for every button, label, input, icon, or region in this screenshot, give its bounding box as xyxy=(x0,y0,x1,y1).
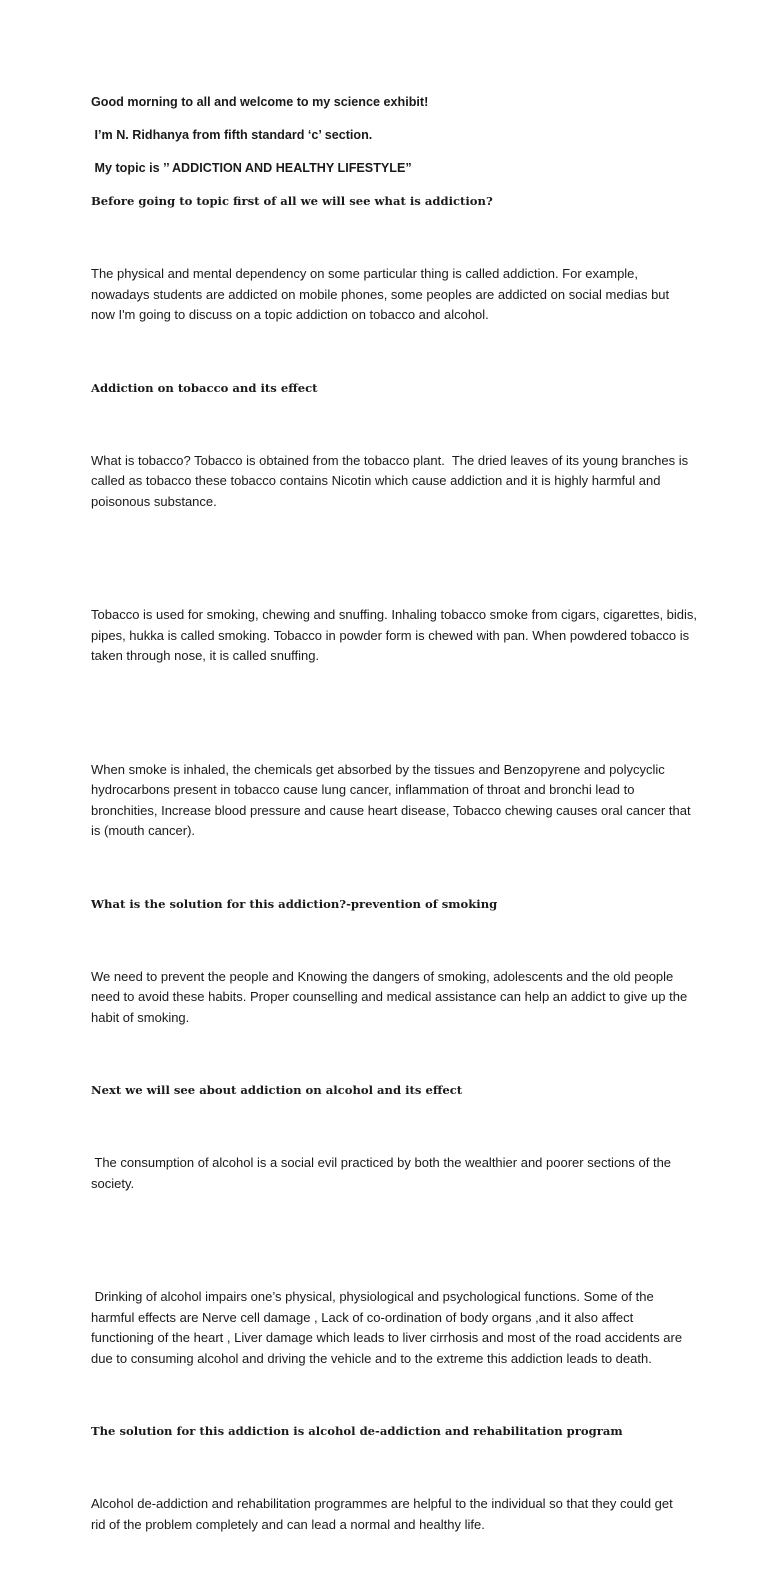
text-line: taken through nose, it is called snuffing. xyxy=(91,648,320,663)
text-line: society. xyxy=(91,1175,135,1191)
text-line: rid of the problem completely and can lead a normal and healthy life. xyxy=(91,1516,485,1532)
text-line: is (mouth cancer). xyxy=(91,823,196,838)
text-line: When smoke is inhaled, the chemicals get absorbed by the tissues and Benzopyrene and polycyclic xyxy=(91,761,665,777)
text-line: nowadays students are addicted on mobile phones, some peoples are addicted on social medias but xyxy=(91,286,670,302)
text-line: called as tobacco these tobacco contains Nicotin which cause addiction and it is highly harmful and xyxy=(91,473,661,488)
paragraph-addiction-definition xyxy=(91,223,691,367)
heading-alcohol-solution: The solution for this addiction is alcohol de-addiction and rehabilitation program xyxy=(91,1424,623,1438)
heading-what-is-addiction: Before going to topic first of all we will see what is addiction? xyxy=(91,194,493,208)
text-line: harmful effects are Nerve cell damage , Lack of co-ordination of body organs ,and it also affect xyxy=(91,1309,634,1325)
text-line: What is tobacco? Tobacco is obtained from the tobacco plant. The dried leaves of its young branches is xyxy=(91,452,689,468)
text-line: functioning of the heart , Liver damage which leads to liver cirrhosis and most of the road accidents are xyxy=(91,1330,683,1345)
text-line: The consumption of alcohol is a social evil practiced by both the wealthier and poorer sections of the xyxy=(91,1155,672,1170)
heading-alcohol-effect: Next we will see about addiction on alcohol and its effect xyxy=(91,1083,463,1097)
text-line: habit of smoking. xyxy=(91,1009,190,1025)
text-line: The physical and mental dependency on some particular thing is called addiction. For example, xyxy=(91,266,639,281)
text-line: need to avoid these habits. Proper counselling and medical assistance can help an addict to give up the xyxy=(91,989,688,1004)
text-line: Tobacco is used for smoking, chewing and snuffing. Inhaling tobacco smoke from cigars, cigarettes, bidis, xyxy=(91,607,698,622)
paragraph-what-is-tobacco xyxy=(91,410,691,554)
text-line: Alcohol de-addiction and rehabilitation programmes are helpful to the individual so that they could get xyxy=(91,1496,673,1511)
text-line: pipes, hukka is called smoking. Tobacco in powder form is chewed with pan. When powdered tobacco is xyxy=(91,627,690,643)
paragraph-smoking-prevention xyxy=(91,926,691,1070)
text-line: We need to prevent the people and Knowing the dangers of smoking, adolescents and the old people xyxy=(91,968,674,984)
paragraph-alcohol-social-evil xyxy=(91,1112,691,1235)
heading-tobacco-effect: Addiction on tobacco and its effect xyxy=(91,380,318,395)
paragraph-tobacco-harm xyxy=(91,719,691,883)
heading-smoking-solution: What is the solution for this addiction?-prevention of smoking xyxy=(91,896,498,911)
text-line: due to consuming alcohol and driving the vehicle and to the extreme this addiction leads to death. xyxy=(91,1350,652,1366)
text-line: bronchities, Increase blood pressure and cause heart disease, Tobacco chewing causes oral cancer that xyxy=(91,802,691,818)
document-page xyxy=(91,92,698,1587)
text-line: Drinking of alcohol impairs one’s physical, physiological and psychological functions. Some of the xyxy=(91,1289,654,1304)
name-line: I’m N. Ridhanya from fifth standard ‘c’ section. xyxy=(91,128,373,142)
text-line: hydrocarbons present in tobacco cause lung cancer, inflammation of throat and bronchi lead to xyxy=(91,782,635,797)
text-line: now I'm going to discuss on a topic addiction on tobacco and alcohol. xyxy=(91,307,489,322)
paragraph-rehabilitation xyxy=(91,1453,691,1576)
text-line: poisonous substance. xyxy=(91,493,217,509)
paragraph-alcohol-harm xyxy=(91,1246,691,1410)
paragraph-tobacco-uses xyxy=(91,564,698,708)
greeting-line: Good morning to all and welcome to my science exhibit! xyxy=(91,95,429,109)
topic-line: My topic is ’’ ADDICTION AND HEALTHY LIFESTYLE” xyxy=(91,161,412,175)
